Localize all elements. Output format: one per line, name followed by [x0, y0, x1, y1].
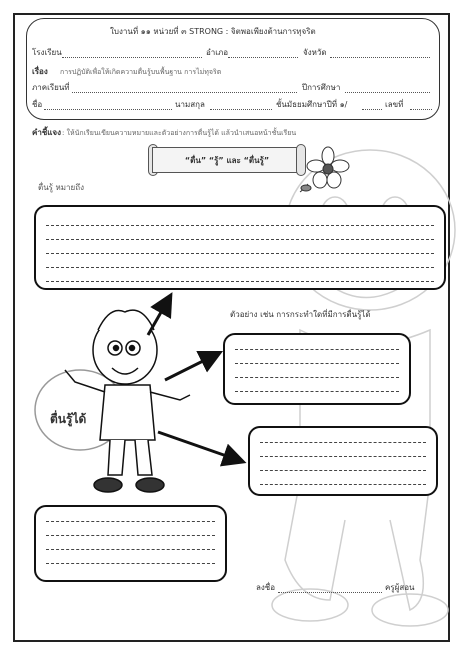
instruction-text: : ให้นักเรียนเขียนความหมายและตัวอย่างการตื่นรู้ได้ แล้วนำเสนอหน้าชั้นเรียน — [62, 129, 297, 137]
example-label: ตัวอย่าง เช่น การกระทำใดที่มีการตื่นรู้ได้ — [230, 310, 371, 319]
teacher-label: ครูผู้สอน — [385, 583, 415, 592]
year-label: ปีการศึกษา — [302, 83, 341, 92]
banner-title: “ตื่น” “รู้” และ “ตื่นรู้” — [184, 156, 270, 165]
semester-label: ภาคเรียนที่ — [32, 83, 70, 92]
school-label: โรงเรียน — [32, 48, 62, 57]
example-answer-box-1[interactable] — [223, 333, 411, 405]
province-label: จังหวัด — [303, 48, 327, 57]
surname-label: นามสกุล — [175, 100, 205, 109]
district-label: อำเภอ — [206, 48, 229, 57]
signature-label: ลงชื่อ — [256, 583, 276, 592]
number-label: เลขที่ — [385, 100, 404, 109]
signature-field[interactable] — [278, 592, 382, 593]
topic-label: เรื่อง — [32, 67, 48, 76]
example-answer-box-3[interactable] — [34, 505, 227, 582]
example-answer-box-2[interactable] — [248, 426, 438, 496]
meaning-label: ตื่นรู้ หมายถึง — [38, 183, 84, 192]
name-label: ชื่อ — [32, 100, 43, 109]
character-caption: ตื่นรู้ได้ — [50, 412, 87, 426]
grade-label: ชั้นมัธยมศึกษาปีที่ ๑/ — [276, 100, 348, 109]
instruction-label: คำชี้แจง — [32, 128, 62, 137]
topic-value: การปฏิบัติเพื่อให้เกิดความตื่นรู้บนพื้นฐาน การไม่ทุจริต — [60, 68, 222, 76]
sheet-title: ใบงานที่ ๑๑ หน่วยที่ ๓ STRONG : จิตพอเพียงต้านการทุจริต — [110, 27, 316, 36]
